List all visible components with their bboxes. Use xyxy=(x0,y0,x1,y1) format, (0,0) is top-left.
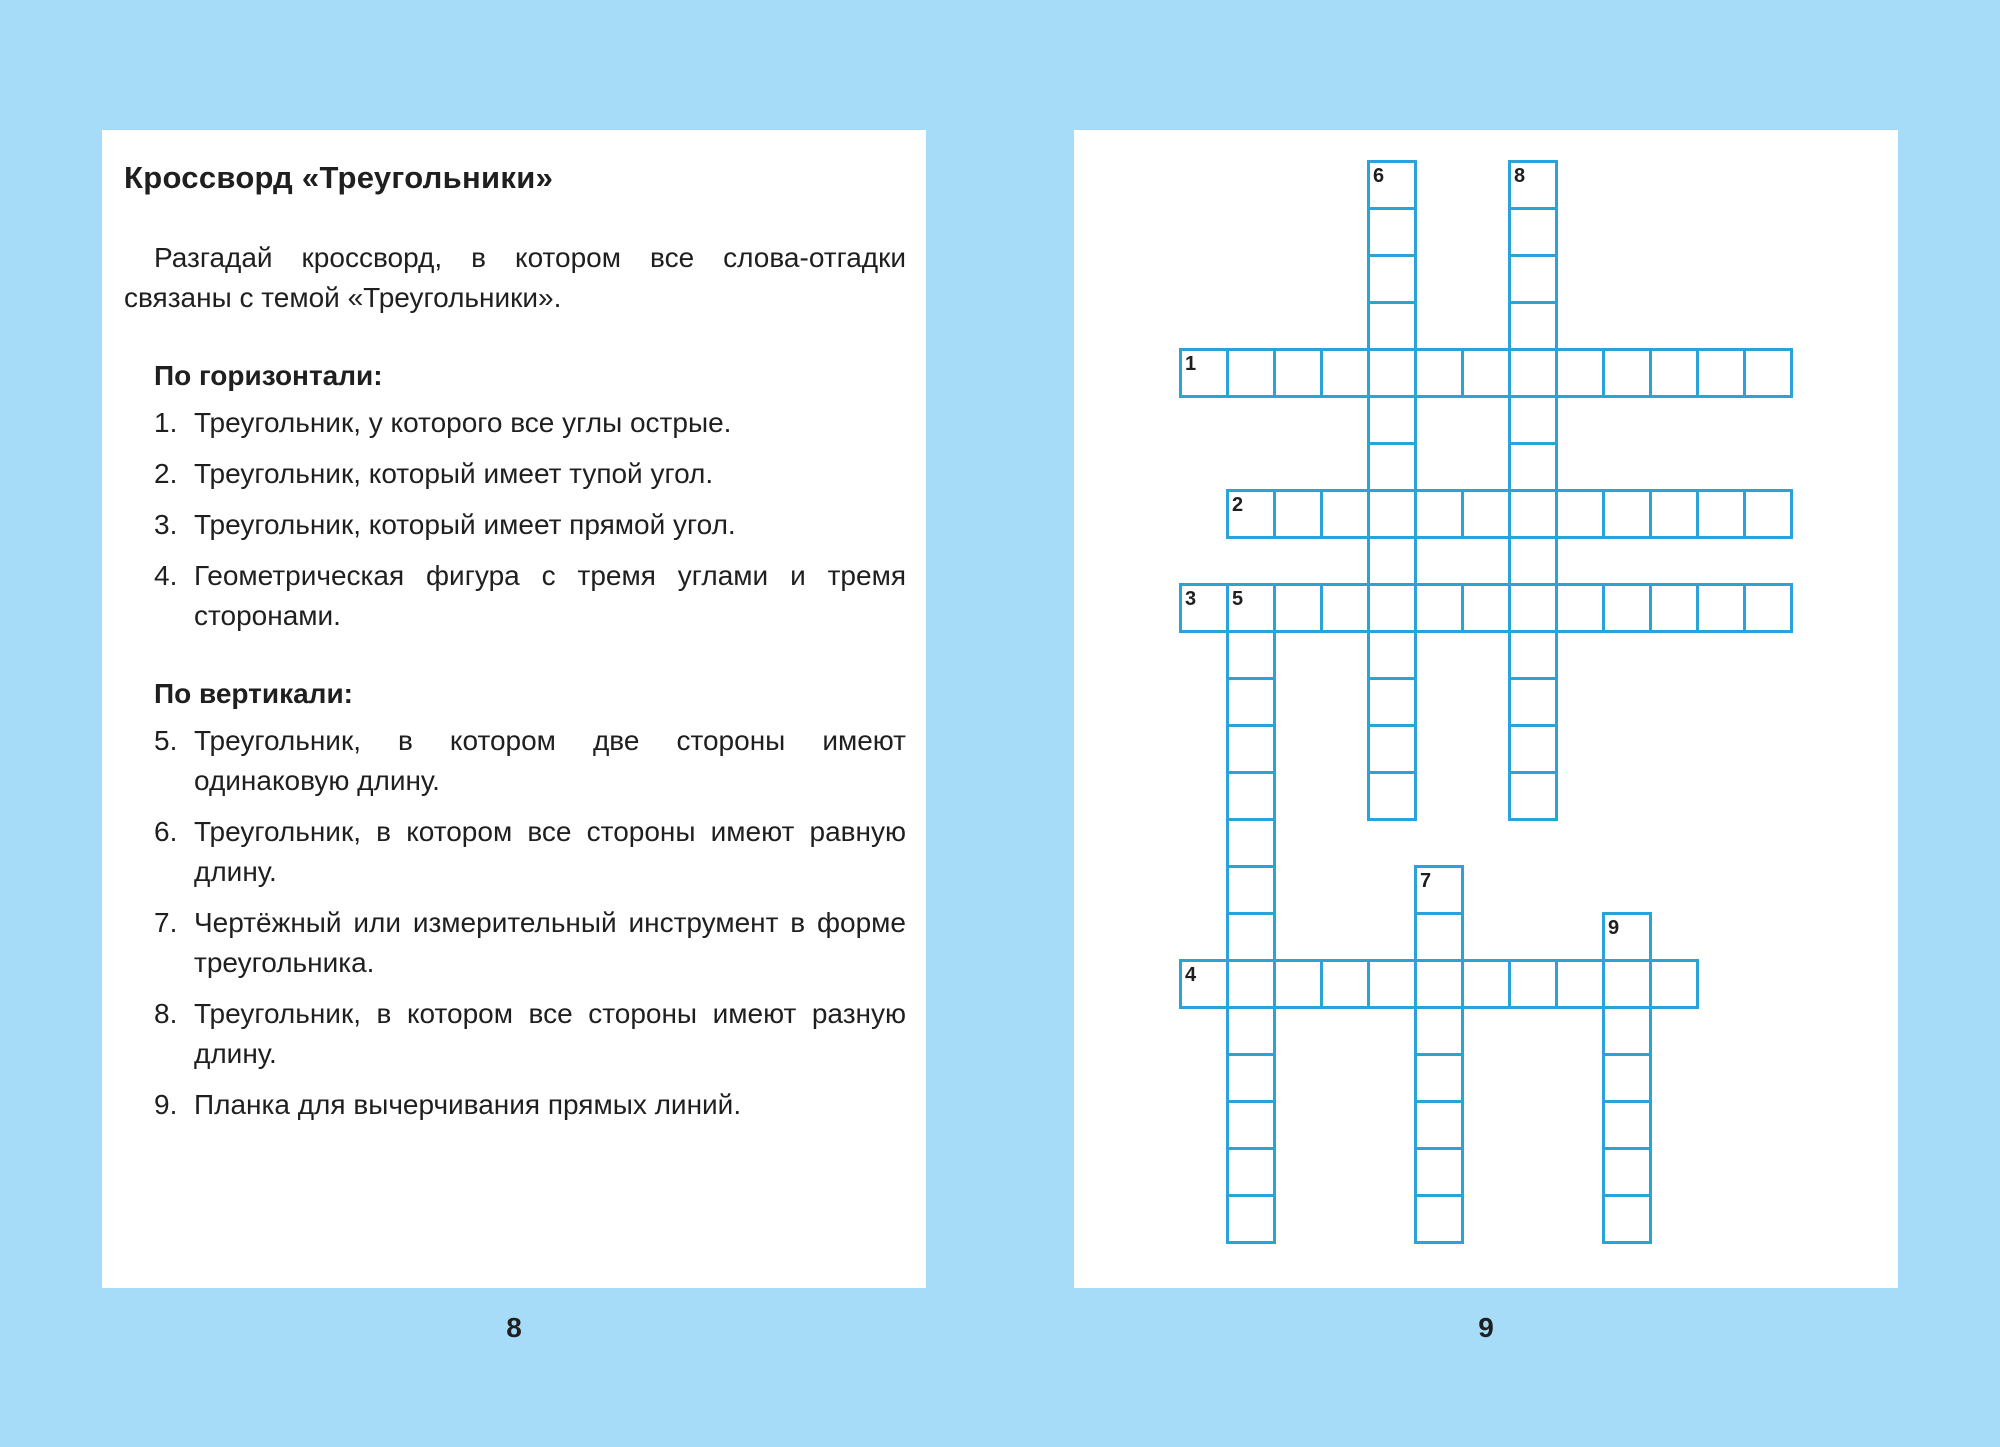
crossword-cell[interactable] xyxy=(1226,959,1276,1009)
crossword-cell[interactable] xyxy=(1555,489,1605,539)
crossword-cell[interactable] xyxy=(1367,771,1417,821)
crossword-cell[interactable] xyxy=(1743,489,1793,539)
crossword-cell[interactable] xyxy=(1414,1194,1464,1244)
clue-number-label: 5 xyxy=(1232,588,1244,610)
crossword-cell[interactable] xyxy=(1273,583,1323,633)
clue-text: Треугольник, у которого все углы острые. xyxy=(194,407,732,438)
clue-number: 8. xyxy=(154,998,178,1029)
crossword-cell[interactable] xyxy=(1226,771,1276,821)
crossword-cell[interactable] xyxy=(1320,489,1370,539)
crossword-cell[interactable] xyxy=(1508,254,1558,304)
crossword-cell[interactable] xyxy=(1226,677,1276,727)
crossword-cell[interactable] xyxy=(1414,912,1464,962)
intro-text: Разгадай кроссворд, в котором все слова-отгадки связаны с темой «Треугольники». xyxy=(124,242,906,313)
crossword-cell[interactable] xyxy=(1226,818,1276,868)
down-clue-list xyxy=(124,721,906,1125)
crossword-cell[interactable] xyxy=(1273,348,1323,398)
crossword-cell[interactable] xyxy=(1320,959,1370,1009)
clue-number-label: 8 xyxy=(1514,165,1526,187)
crossword-cell[interactable] xyxy=(1508,724,1558,774)
crossword-cell[interactable] xyxy=(1555,348,1605,398)
crossword-cell[interactable] xyxy=(1649,959,1699,1009)
crossword-cell[interactable] xyxy=(1273,959,1323,1009)
crossword-cell[interactable] xyxy=(1320,583,1370,633)
clue-across-3 xyxy=(124,505,906,545)
clue-number: 2. xyxy=(154,458,178,489)
crossword-cell[interactable] xyxy=(1414,959,1464,1009)
crossword-cell[interactable] xyxy=(1555,959,1605,1009)
crossword-cell[interactable] xyxy=(1602,1053,1652,1103)
crossword-cell[interactable] xyxy=(1508,395,1558,445)
crossword-cell[interactable] xyxy=(1414,489,1464,539)
crossword-cell[interactable] xyxy=(1461,489,1511,539)
crossword-cell[interactable] xyxy=(1226,348,1276,398)
clue-number-label: 1 xyxy=(1185,353,1197,375)
crossword-cell[interactable] xyxy=(1602,1100,1652,1150)
crossword-cell[interactable] xyxy=(1414,583,1464,633)
crossword-cell[interactable] xyxy=(1508,348,1558,398)
clue-number: 6. xyxy=(154,816,178,847)
crossword-cell[interactable] xyxy=(1696,583,1746,633)
clue-number-label: 2 xyxy=(1232,494,1244,516)
down-heading: По вертикали: xyxy=(154,678,353,709)
page-number-left: 8 xyxy=(506,1312,522,1343)
crossword-cell[interactable] xyxy=(1696,348,1746,398)
crossword-cell[interactable] xyxy=(1508,771,1558,821)
crossword-cell[interactable] xyxy=(1602,959,1652,1009)
crossword-cell[interactable] xyxy=(1461,583,1511,633)
clue-number-label: 3 xyxy=(1185,588,1197,610)
clue-text: Треугольник, который имеет тупой угол. xyxy=(194,458,714,489)
clue-text: Чертёжный или измерительный инструмент в форме треугольника. xyxy=(194,907,906,978)
clue-down-9 xyxy=(124,1085,906,1125)
left-page xyxy=(102,130,926,1288)
crossword-cell[interactable] xyxy=(1508,536,1558,586)
crossword-cell[interactable] xyxy=(1367,348,1417,398)
clue-text: Треугольник, в котором две стороны имеют одинаковую длину. xyxy=(194,725,906,796)
clue-number: 9. xyxy=(154,1089,178,1120)
crossword-cell[interactable] xyxy=(1320,348,1370,398)
crossword-cell[interactable] xyxy=(1602,348,1652,398)
clue-down-6 xyxy=(124,812,906,892)
crossword-cell[interactable] xyxy=(1743,348,1793,398)
clue-text: Треугольник, в котором все стороны имеют разную длину. xyxy=(194,998,906,1069)
clue-across-4 xyxy=(124,556,906,636)
crossword-cell[interactable] xyxy=(1555,583,1605,633)
crossword-cell[interactable] xyxy=(1367,583,1417,633)
crossword-cell[interactable] xyxy=(1696,489,1746,539)
crossword-cell[interactable] xyxy=(1414,1006,1464,1056)
crossword-cell[interactable] xyxy=(1226,630,1276,680)
crossword-cell[interactable] xyxy=(1649,489,1699,539)
clue-text: Геометрическая фигура с тремя углами и тремя сторонами. xyxy=(194,560,906,631)
page-title: Кроссворд «Треугольники» xyxy=(124,160,554,195)
crossword-cell[interactable] xyxy=(1649,348,1699,398)
clue-across-2 xyxy=(124,454,906,494)
crossword-cell[interactable] xyxy=(1226,724,1276,774)
crossword-cell[interactable] xyxy=(1508,442,1558,492)
clue-number: 3. xyxy=(154,509,178,540)
crossword-cell[interactable] xyxy=(1414,1147,1464,1197)
crossword-cell[interactable] xyxy=(1367,442,1417,492)
crossword-cell[interactable] xyxy=(1367,395,1417,445)
clue-number: 1. xyxy=(154,407,178,438)
crossword-cell[interactable] xyxy=(1367,254,1417,304)
crossword-cell[interactable] xyxy=(1367,724,1417,774)
clue-down-8 xyxy=(124,994,906,1074)
clue-number-label: 4 xyxy=(1185,964,1197,986)
crossword-cell[interactable] xyxy=(1367,301,1417,351)
crossword-cell[interactable] xyxy=(1508,301,1558,351)
crossword-cell[interactable] xyxy=(1414,1053,1464,1103)
crossword-cell[interactable] xyxy=(1414,348,1464,398)
clue-across-1 xyxy=(124,403,906,443)
crossword-cell[interactable] xyxy=(1602,1194,1652,1244)
crossword-cell[interactable] xyxy=(1461,959,1511,1009)
clue-text: Треугольник, в котором все стороны имеют равную длину. xyxy=(194,816,906,887)
crossword-cell[interactable] xyxy=(1602,489,1652,539)
across-heading: По горизонтали: xyxy=(154,360,383,391)
clue-text: Планка для вычерчивания прямых линий. xyxy=(194,1089,742,1120)
clue-number: 5. xyxy=(154,725,178,756)
crossword-cell[interactable] xyxy=(1273,489,1323,539)
crossword-cell[interactable] xyxy=(1649,583,1699,633)
crossword-cell[interactable] xyxy=(1508,583,1558,633)
crossword-cell[interactable] xyxy=(1367,489,1417,539)
crossword-cell[interactable] xyxy=(1508,207,1558,257)
crossword-cell[interactable] xyxy=(1226,1147,1276,1197)
crossword-cell[interactable] xyxy=(1508,959,1558,1009)
crossword-cell[interactable] xyxy=(1226,865,1276,915)
crossword-cell[interactable] xyxy=(1602,1147,1652,1197)
right-page xyxy=(1074,130,1898,1288)
clue-number: 4. xyxy=(154,560,178,591)
clue-number-label: 9 xyxy=(1608,917,1620,939)
clue-number-label: 7 xyxy=(1420,870,1432,892)
crossword-cell[interactable] xyxy=(1226,912,1276,962)
crossword-cell[interactable] xyxy=(1508,677,1558,727)
crossword-cell[interactable] xyxy=(1414,1100,1464,1150)
crossword-cell[interactable] xyxy=(1743,583,1793,633)
clue-down-5 xyxy=(124,721,906,801)
crossword-cell[interactable] xyxy=(1226,1194,1276,1244)
clue-number: 7. xyxy=(154,907,178,938)
crossword-cell[interactable] xyxy=(1367,207,1417,257)
crossword-cell[interactable] xyxy=(1226,1006,1276,1056)
crossword-cell[interactable] xyxy=(1367,959,1417,1009)
crossword-cell[interactable] xyxy=(1367,677,1417,727)
crossword-cell[interactable] xyxy=(1461,348,1511,398)
across-clue-list xyxy=(124,403,906,636)
clue-number-label: 6 xyxy=(1373,165,1385,187)
clue-text: Треугольник, который имеет прямой угол. xyxy=(194,509,736,540)
crossword-cell[interactable] xyxy=(1367,536,1417,586)
crossword-cell[interactable] xyxy=(1602,583,1652,633)
crossword-cell[interactable] xyxy=(1602,1006,1652,1056)
page-number-right: 9 xyxy=(1478,1312,1494,1343)
crossword-cell[interactable] xyxy=(1508,630,1558,680)
crossword-cell[interactable] xyxy=(1367,630,1417,680)
crossword-cell[interactable] xyxy=(1226,1053,1276,1103)
crossword-cell[interactable] xyxy=(1508,489,1558,539)
clue-down-7 xyxy=(124,903,906,983)
crossword-cell[interactable] xyxy=(1226,1100,1276,1150)
